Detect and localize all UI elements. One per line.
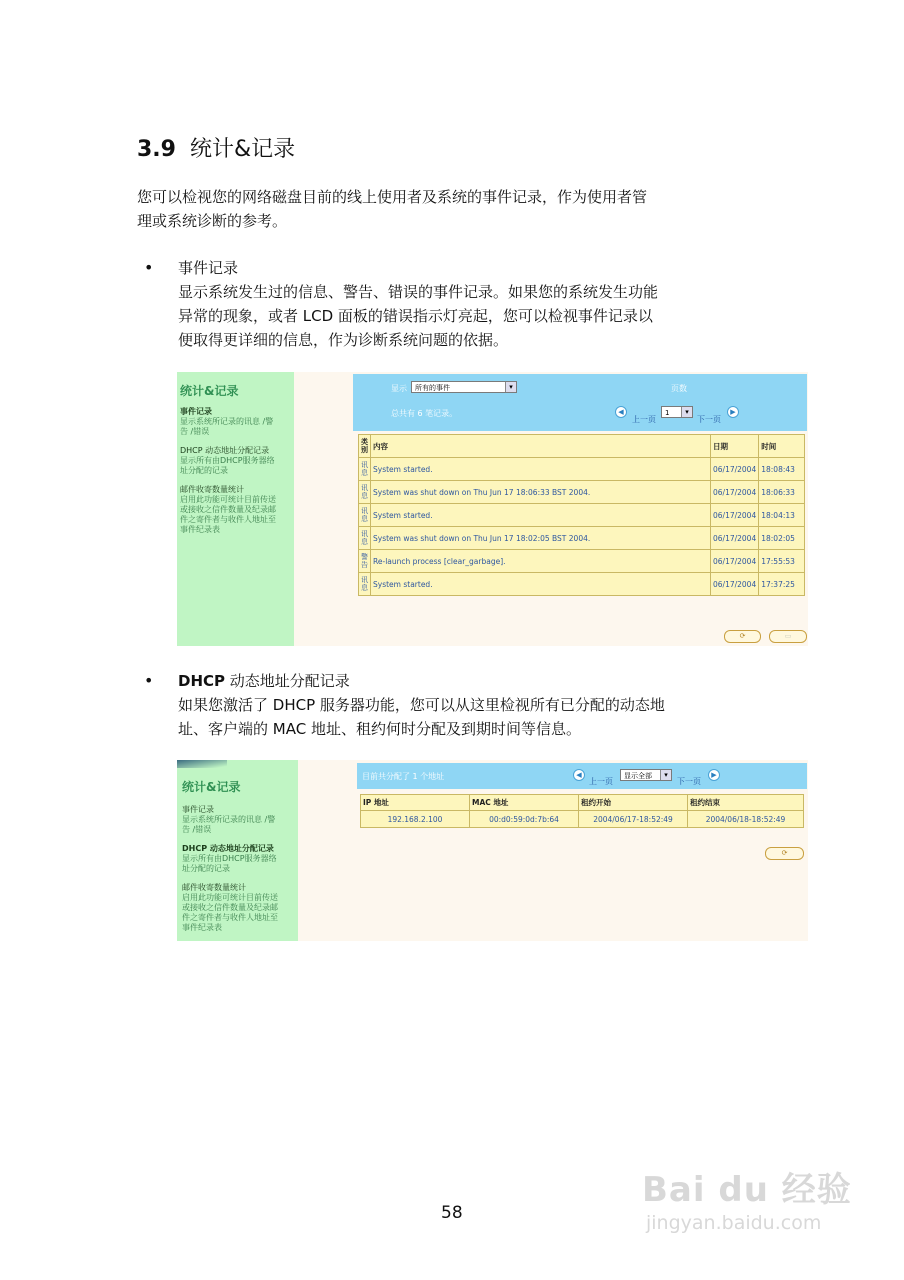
bullet-title-bold: DHCP: [178, 672, 226, 690]
event-toolbar: [353, 374, 807, 431]
table-row: [359, 527, 805, 550]
bullet-title: 事件记录: [178, 259, 239, 277]
section-title: 统计&记录: [189, 137, 296, 162]
bullet-line: 便取得更详细的信息，作为诊断系统问题的依据。: [178, 331, 509, 349]
sidebar-item-desc: 事件纪录表: [180, 525, 220, 534]
dhcp-filter-value: 显示全部: [624, 772, 652, 780]
cell-lease-start: 2004/06/17-18:52:49: [579, 811, 688, 828]
table-header-row: [361, 795, 804, 811]
event-filter-select[interactable]: [411, 381, 517, 393]
chevron-down-icon: ▾: [660, 770, 671, 780]
sidebar-item-desc: 显示系统所记录的讯息 /警: [182, 815, 276, 824]
total-records: 总共有 6 笔记录。: [391, 409, 458, 418]
prev-page-icon[interactable]: ◀: [573, 769, 585, 781]
event-table: [358, 434, 805, 596]
sidebar: [177, 372, 294, 646]
sidebar-item-desc: 址分配的记录: [180, 466, 228, 475]
dhcp-table: [360, 794, 804, 828]
sidebar-item-desc: 启用此功能可统计目前传送: [180, 495, 276, 504]
watermark-url: jingyan.baidu.com: [646, 1212, 822, 1234]
intro-line: 您可以检视您的网络磁盘目前的线上使用者及系统的事件记录，作为使用者管: [137, 188, 648, 206]
col-header-time: 时间: [759, 435, 805, 458]
bullet-line: 如果您激活了 DHCP 服务器功能，您可以从这里检视所有已分配的动态地: [178, 696, 665, 714]
sidebar-item-desc: 告 /错误: [180, 427, 210, 436]
sidebar-item-mail-stats[interactable]: 邮件收寄数量统计: [182, 883, 246, 892]
sidebar-item-desc: 或接收之信件数量及纪录邮: [182, 903, 278, 912]
page-select[interactable]: [661, 406, 693, 418]
bullet-body: [178, 280, 658, 352]
col-header-content: 内容: [371, 435, 711, 458]
bullet-line: 址、客户端的 MAC 地址、租约何时分配及到期时间等信息。: [178, 720, 581, 738]
table-row: [359, 573, 805, 596]
cell-type: 讯息: [359, 573, 371, 596]
col-header-lease-start: 租约开始: [579, 795, 688, 811]
col-header-type: 类别: [359, 435, 371, 458]
cell-time: 17:37:25: [759, 573, 805, 596]
cell-date: 06/17/2004: [711, 573, 759, 596]
sidebar: [177, 760, 298, 941]
cell-content: System was shut down on Thu Jun 17 18:06:33 BST 2004.: [371, 481, 711, 504]
event-filter-value: 所有的事件: [415, 384, 450, 392]
intro-line: 理或系统诊断的参考。: [137, 212, 288, 230]
bullet-body: [178, 693, 665, 741]
cell-content: System started.: [371, 458, 711, 481]
cell-lease-end: 2004/06/18-18:52:49: [688, 811, 804, 828]
section-number: 3.9: [137, 137, 176, 162]
sidebar-corner-decoration: [177, 760, 227, 768]
next-page-icon[interactable]: ▶: [708, 769, 720, 781]
col-header-date: 日期: [711, 435, 759, 458]
cell-date: 06/17/2004: [711, 458, 759, 481]
sidebar-item-desc: 事件纪录表: [182, 923, 222, 932]
show-label: 显示: [391, 384, 407, 393]
next-page-link[interactable]: 下一页: [677, 777, 701, 786]
sidebar-item-event-log[interactable]: 事件记录: [180, 407, 212, 416]
cell-type: 讯息: [359, 458, 371, 481]
cell-type: 讯息: [359, 527, 371, 550]
cell-time: 18:02:05: [759, 527, 805, 550]
sidebar-item-desc: 址分配的记录: [182, 864, 230, 873]
pages-label: 页数: [671, 384, 687, 393]
sidebar-item-desc: 件之寄件者与收件人地址至: [180, 515, 276, 524]
watermark-logo: Bai du 经验: [642, 1170, 852, 1210]
table-row: [361, 811, 804, 828]
table-row: [359, 481, 805, 504]
sidebar-item-dhcp[interactable]: DHCP 动态地址分配记录: [182, 844, 274, 853]
table-row: [359, 550, 805, 573]
sidebar-item-desc: 显示所有由DHCP服务器络: [182, 854, 277, 863]
sidebar-title: 统计&记录: [182, 780, 241, 794]
sidebar-item-desc: 或接收之信件数量及纪录邮: [180, 505, 276, 514]
prev-page-icon[interactable]: ◀: [615, 406, 627, 418]
cell-date: 06/17/2004: [711, 504, 759, 527]
sidebar-title: 统计&记录: [180, 384, 239, 398]
refresh-button[interactable]: ⟳: [765, 847, 804, 860]
prev-page-link[interactable]: 上一页: [632, 415, 656, 424]
cell-content: System started.: [371, 573, 711, 596]
cell-content: Re-launch process [clear_garbage].: [371, 550, 711, 573]
cell-time: 18:06:33: [759, 481, 805, 504]
sidebar-item-desc: 告 /错误: [182, 825, 212, 834]
prev-page-link[interactable]: 上一页: [589, 777, 613, 786]
cell-content: System started.: [371, 504, 711, 527]
chevron-down-icon: ▾: [681, 407, 692, 417]
bullet-title-text: 动态地址分配记录: [225, 672, 350, 690]
col-header-ip: IP 地址: [361, 795, 470, 811]
cell-type: 警告: [359, 550, 371, 573]
intro-paragraph: [137, 185, 647, 233]
bullet-icon: •: [144, 258, 154, 277]
dhcp-filter-select[interactable]: [620, 769, 672, 781]
next-page-icon[interactable]: ▶: [727, 406, 739, 418]
col-header-lease-end: 租约结束: [688, 795, 804, 811]
cell-type: 讯息: [359, 481, 371, 504]
dhcp-count: 目前共分配了 1 个地址: [362, 772, 445, 781]
page-number: 58: [441, 1203, 463, 1223]
sidebar-item-mail-stats[interactable]: 邮件收寄数量统计: [180, 485, 244, 494]
dhcp-screenshot: [177, 760, 808, 941]
sidebar-item-desc: 启用此功能可统计目前传送: [182, 893, 278, 902]
cell-date: 06/17/2004: [711, 527, 759, 550]
cell-date: 06/17/2004: [711, 550, 759, 573]
col-header-mac: MAC 地址: [470, 795, 579, 811]
bullet-line: 显示系统发生过的信息、警告、错误的事件记录。如果您的系统发生功能: [178, 283, 659, 301]
dhcp-toolbar: [357, 763, 807, 789]
bullet-line: 异常的现象，或者 LCD 面板的错误指示灯亮起，您可以检视事件记录以: [178, 307, 653, 325]
table-row: [359, 504, 805, 527]
chevron-down-icon: ▾: [505, 382, 516, 392]
cell-time: 18:08:43: [759, 458, 805, 481]
sidebar-item-dhcp[interactable]: DHCP 动态地址分配记录: [180, 446, 270, 455]
table-header-row: [359, 435, 805, 458]
table-row: [359, 458, 805, 481]
cell-type: 讯息: [359, 504, 371, 527]
sidebar-item-event-log[interactable]: 事件记录: [182, 805, 214, 814]
page-value: 1: [665, 409, 670, 417]
cell-time: 18:04:13: [759, 504, 805, 527]
cell-ip: 192.168.2.100: [361, 811, 470, 828]
cell-content: System was shut down on Thu Jun 17 18:02:05 BST 2004.: [371, 527, 711, 550]
sidebar-item-desc: 显示系统所记录的讯息 /警: [180, 417, 274, 426]
cell-date: 06/17/2004: [711, 481, 759, 504]
clear-button[interactable]: ▭: [769, 630, 807, 643]
cell-mac: 00:d0:59:0d:7b:64: [470, 811, 579, 828]
sidebar-item-desc: 显示所有由DHCP服务器络: [180, 456, 275, 465]
section-heading: [137, 132, 295, 163]
next-page-link[interactable]: 下一页: [697, 415, 721, 424]
event-log-screenshot: [177, 372, 808, 646]
bullet-title: [178, 669, 350, 693]
cell-time: 17:55:53: [759, 550, 805, 573]
bullet-icon: •: [144, 671, 154, 690]
sidebar-item-desc: 件之寄件者与收件人地址至: [182, 913, 278, 922]
refresh-button[interactable]: ⟳: [724, 630, 761, 643]
